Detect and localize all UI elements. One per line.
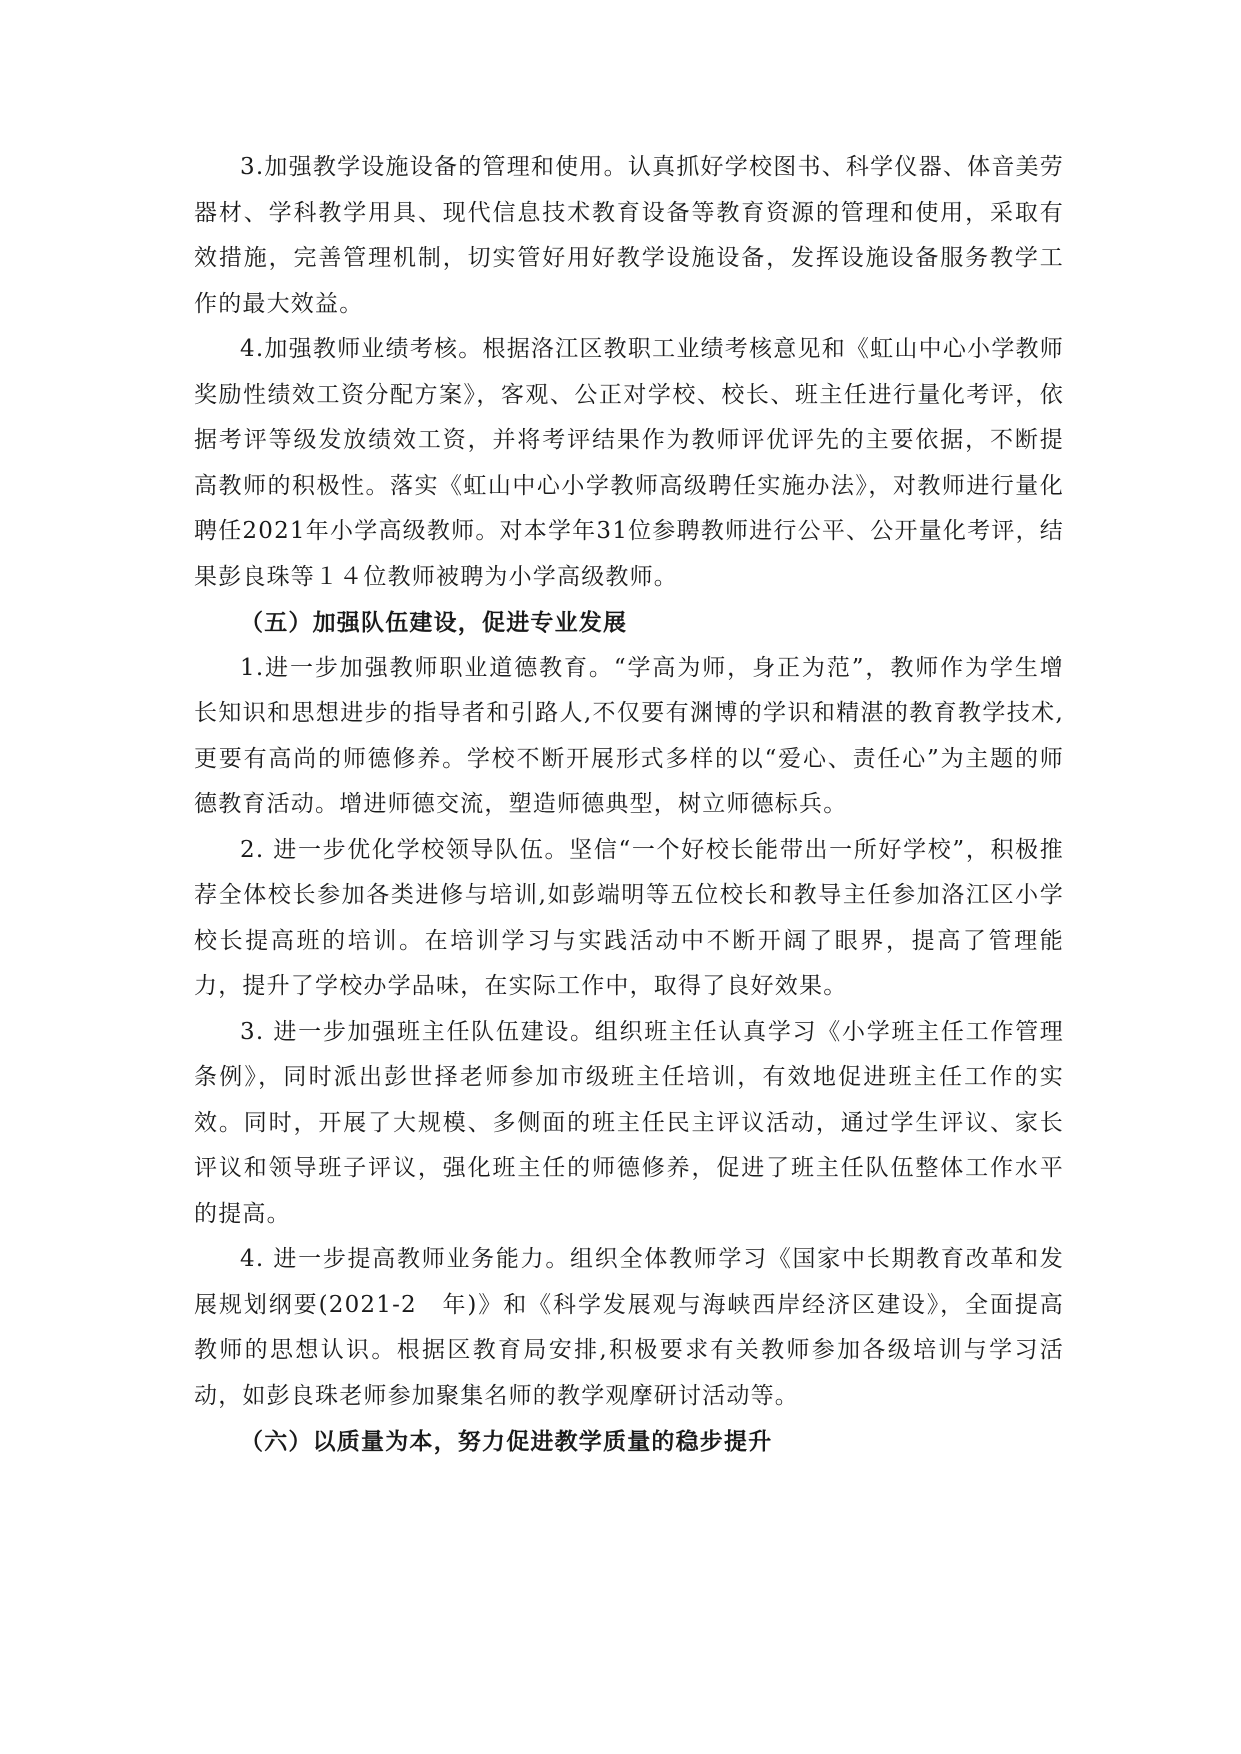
paragraph-leadership: 2. 进一步优化学校领导队伍。坚信“一个好校长能带出一所好学校”，积极推荐全体校长参加各类进修与培训,如彭端明等五位校长和教导主任参加洛江区小学校长提高班的培训。在培训学习与实践活动中不断开阔了眼界，提高了管理能力，提升了学校办学品味，在实际工作中，取得了良好效果。	[194, 836, 1064, 999]
paragraph-professional-ability: 4. 进一步提高教师业务能力。组织全体教师学习《国家中长期教育改革和发展规划纲要(2021-2 年)》和《科学发展观与海峡西岸经济区建设》，全面提高教师的思想认识。根据区教育局安排,积极要求有关教师参加各级培训与学习活动，如彭良珠老师参加聚集名师的教学观摩研讨活动等。	[194, 1246, 1064, 1409]
section-heading-quality: （六）以质量为本，努力促进教学质量的稳步提升	[240, 1428, 773, 1455]
paragraph-ethics-education: 1.进一步加强教师职业道德教育。“学高为师，身正为范”，教师作为学生增长知识和思想进步的指导者和引路人,不仅要有渊博的学识和精湛的教育教学技术,更要有高尚的师德修养。学校不断开展形式多样的以“爱心、责任心”为主题的师德教育活动。增进师德交流，塑造师德典型，树立师德标兵。	[194, 654, 1064, 817]
document-body	[194, 145, 1064, 1465]
section-heading-team-building: （五）加强队伍建设，促进专业发展	[240, 609, 628, 636]
paragraph-facilities: 3.加强教学设施设备的管理和使用。认真抓好学校图书、科学仪器、体音美劳器材、学科教学用具、现代信息技术教育设备等教育资源的管理和使用，采取有效措施，完善管理机制，切实管好用好教学设施设备，发挥设施设备服务教学工作的最大效益。	[194, 154, 1064, 317]
paragraph-class-teachers: 3. 进一步加强班主任队伍建设。组织班主任认真学习《小学班主任工作管理条例》，同时派出彭世择老师参加市级班主任培训，有效地促进班主任工作的实效。同时，开展了大规模、多侧面的班主任民主评议活动，通过学生评议、家长评议和领导班子评议，强化班主任的师德修养，促进了班主任队伍整体工作水平的提高。	[194, 1018, 1064, 1227]
paragraph-performance-assessment: 4.加强教师业绩考核。根据洛江区教职工业绩考核意见和《虹山中心小学教师奖励性绩效工资分配方案》，客观、公正对学校、校长、班主任进行量化考评，依据考评等级发放绩效工资，并将考评结果作为教师评优评先的主要依据，不断提高教师的积极性。落实《虹山中心小学教师高级聘任实施办法》，对教师进行量化聘任2021年小学高级教师。对本学年31位参聘教师进行公平、公开量化考评，结果彭良珠等１４位教师被聘为小学高级教师。	[194, 336, 1064, 590]
